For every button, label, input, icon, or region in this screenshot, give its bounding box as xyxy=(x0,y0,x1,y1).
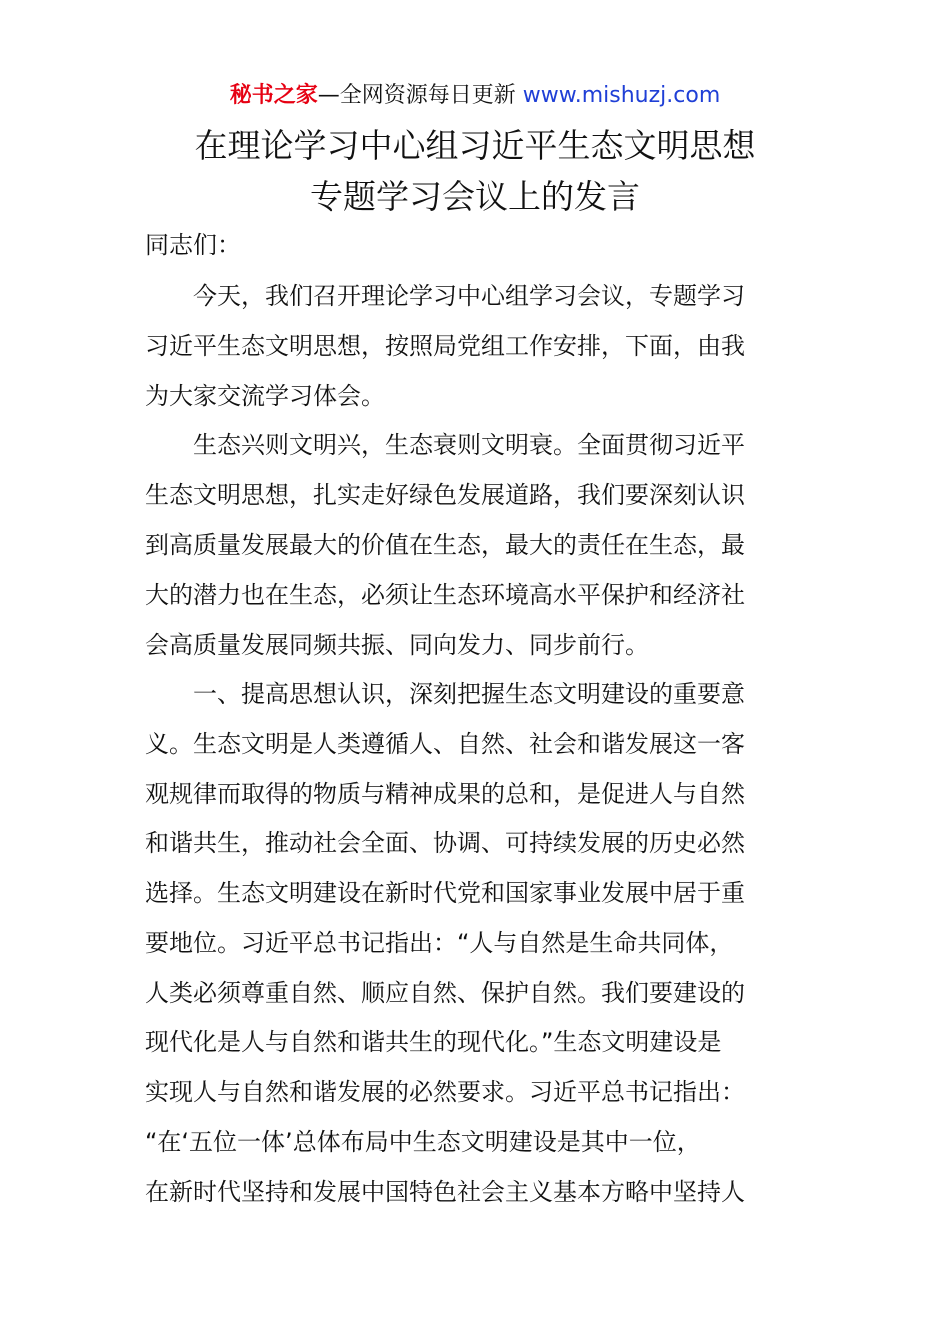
document-title-line-2: 专题学习会议上的发言 xyxy=(310,177,640,216)
site-header xyxy=(0,79,950,113)
site-brand: 秘书之家 xyxy=(229,83,318,108)
body-line: 一、提高思想认识，深刻把握生态文明建设的重要意 xyxy=(193,680,745,708)
body-line: 人类必须尊重自然、顺应自然、保护自然。我们要建设的 xyxy=(145,979,745,1007)
body-line: 习近平生态文明思想，按照局党组工作安排，下面，由我 xyxy=(145,332,745,360)
body-line: 选择。生态文明建设在新时代党和国家事业发展中居于重 xyxy=(145,879,745,907)
body-line: 实现人与自然和谐发展的必然要求。习近平总书记指出： xyxy=(145,1078,745,1106)
document-title-line-1: 在理论学习中心组习近平生态文明思想 xyxy=(194,126,756,165)
body-line: 在新时代坚持和发展中国特色社会主义基本方略中坚持人 xyxy=(145,1178,745,1206)
site-tagline: —全网资源每日更新 xyxy=(317,83,516,108)
body-line: 会高质量发展同频共振、同向发力、同步前行。 xyxy=(145,631,649,659)
body-line: 大的潜力也在生态，必须让生态环境高水平保护和经济社 xyxy=(145,581,745,609)
body-line: 现代化是人与自然和谐共生的现代化。”生态文明建设是 xyxy=(145,1028,722,1056)
site-url-link[interactable]: www.mishuzj.com xyxy=(522,83,721,108)
body-line: 生态文明思想，扎实走好绿色发展道路，我们要深刻认识 xyxy=(145,481,745,509)
body-line: 义。生态文明是人类遵循人、自然、社会和谐发展这一客 xyxy=(145,730,745,758)
body-line: 为大家交流学习体会。 xyxy=(145,382,385,410)
body-line: 到高质量发展最大的价值在生态，最大的责任在生态，最 xyxy=(145,531,745,559)
greeting: 同志们： xyxy=(145,231,241,259)
body-line: 今天，我们召开理论学习中心组学习会议，专题学习 xyxy=(193,282,745,310)
body-line: 要地位。习近平总书记指出：“人与自然是生命共同体， xyxy=(145,929,734,957)
body-line: 和谐共生，推动社会全面、协调、可持续发展的历史必然 xyxy=(145,829,745,857)
body-line: 观规律而取得的物质与精神成果的总和，是促进人与自然 xyxy=(145,780,745,808)
body-line: “在‘五位一体’总体布局中生态文明建设是其中一位， xyxy=(145,1128,701,1156)
body-line: 生态兴则文明兴，生态衰则文明衰。全面贯彻习近平 xyxy=(193,431,745,459)
